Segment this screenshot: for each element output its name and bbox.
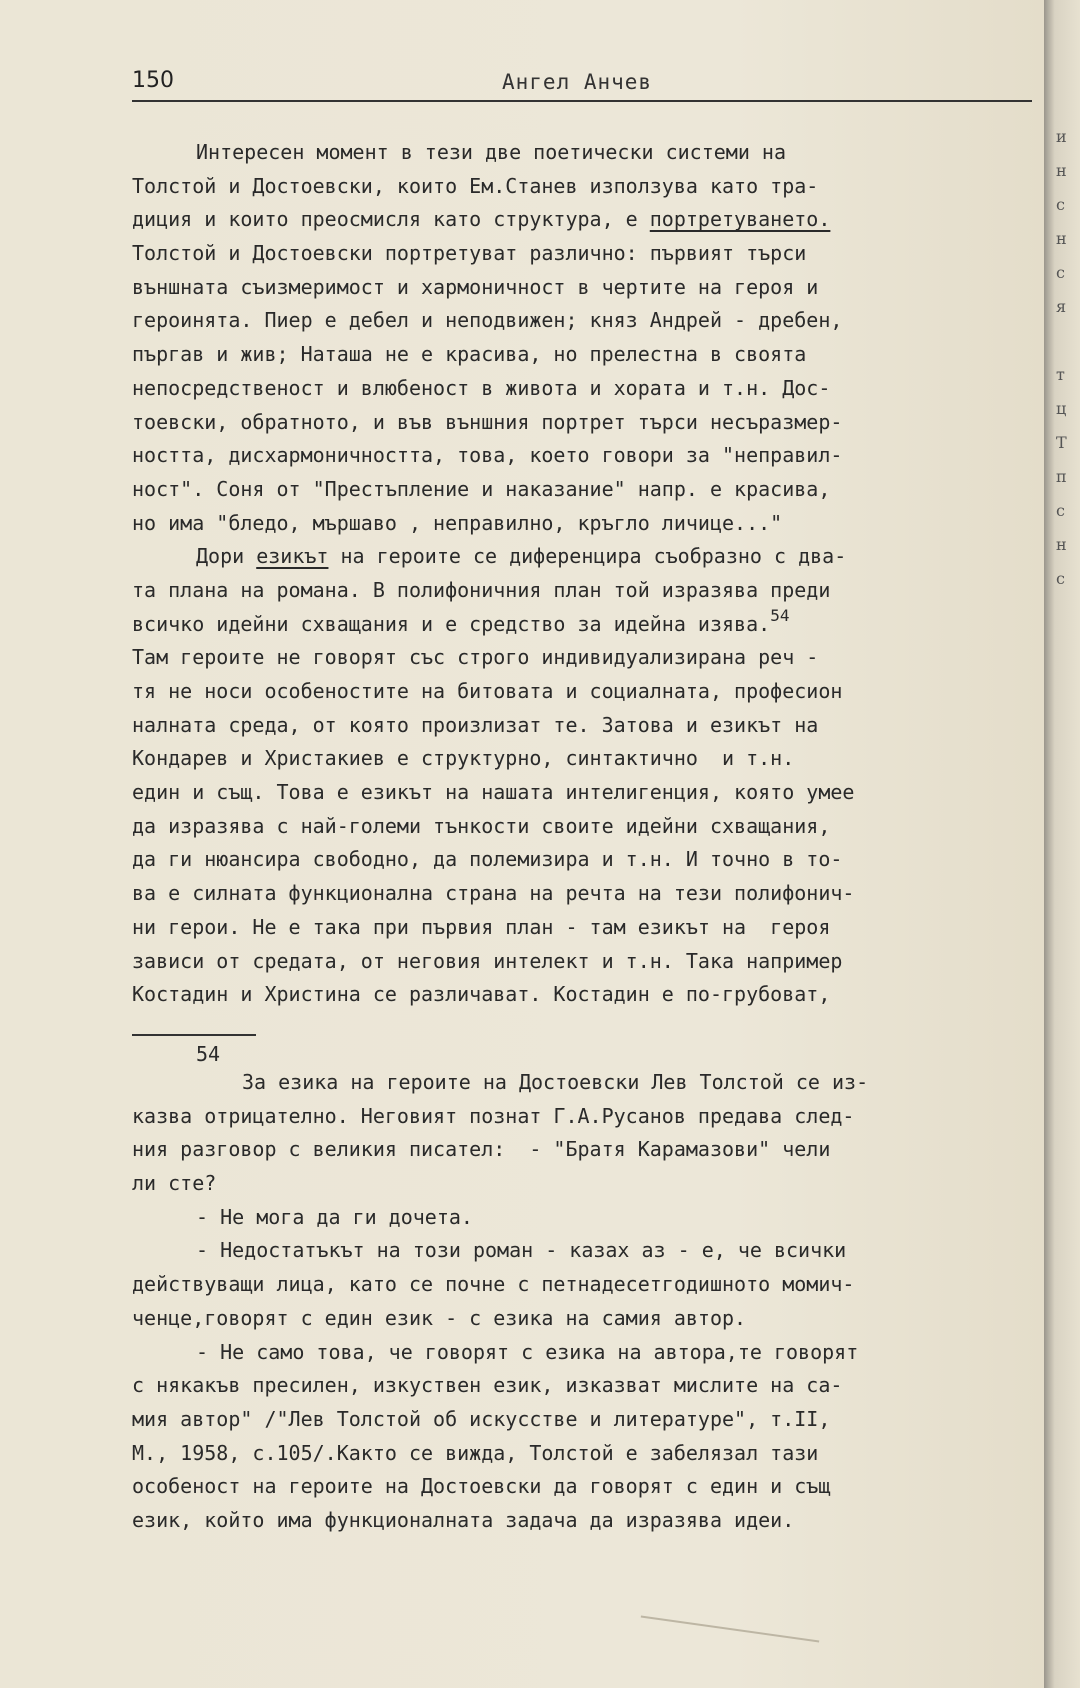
adjacent-page-letter: ц — [1056, 399, 1067, 418]
text-line: Толстой и Достоевски, които Ем.Станев използува като тра- — [132, 173, 819, 198]
text-line: непосредственост и влюбеност в живота и хората и т.н. Дос- — [132, 375, 831, 400]
text-line: героинята. Пиер е дебел и неподвижен; княз Андрей - дребен, — [132, 308, 843, 333]
footnote-line: - Не мога да ги дочета. — [196, 1204, 473, 1229]
footnote-reference: 54 — [770, 607, 790, 625]
text-line: зависи от средата, от неговия интелект и т.н. Така например — [132, 948, 843, 973]
text-line: ни герои. Не е така при първия план - там езикът на героя — [132, 914, 831, 939]
adjacent-page-letter: с — [1056, 569, 1065, 588]
footnote-line: мия автор" /"Лев Толстой об искусстве и литературе", т.II, — [132, 1406, 831, 1431]
text-line: пъргав и жив; Наташа не е красива, но прелестна в своята — [132, 342, 807, 367]
text-line: външната съизмеримост и хармоничност в чертите на героя и — [132, 274, 819, 299]
footnote — [132, 1042, 1042, 1538]
footnote-line: ли сте? — [132, 1171, 217, 1196]
page-header — [132, 64, 1032, 102]
text-line: ва е силната функционална страна на речта на тези полифонич- — [132, 881, 855, 906]
adjacent-page-letter: с — [1056, 501, 1065, 520]
adjacent-page-letter: Т — [1056, 433, 1067, 452]
adjacent-page-letter — [1056, 324, 1067, 358]
text-line: та плана на романа. В полифоничния план той изразява преди — [132, 577, 831, 602]
footnote-line: действуващи лица, като се почне с петнадесетгодишното момич- — [132, 1272, 855, 1297]
text-line — [132, 608, 1042, 642]
underlined-term: езикът — [256, 544, 329, 569]
text-fragment: на героите се диференцира съобразно с два- — [328, 544, 847, 569]
footnote-line: М., 1958, с.105/.Както се вижда, Толстой е забелязал тази — [132, 1440, 819, 1465]
adjacent-page-letter: я — [1056, 297, 1067, 316]
footnote-line: ния разговор с великия писател: - "Братя Карамазови" чели — [132, 1137, 831, 1162]
footnote-line: казва отрицателно. Неговият познат Г.А.Русанов предава след- — [132, 1103, 855, 1128]
page-number: 150 — [132, 68, 174, 93]
text-line: да изразява с най-големи тънкости своите идейни схващания, — [132, 813, 831, 838]
text-line — [132, 540, 1042, 574]
footnote-line: особеност на героите на Достоевски да говорят с един и същ — [132, 1474, 831, 1499]
footnote-line: с някакъв пресилен, изкуствен език, изказват мислите на са- — [132, 1373, 843, 1398]
footnote-divider — [132, 1034, 256, 1036]
text-line: Интересен момент в тези две поетически системи на — [196, 140, 787, 164]
text-line: Кондарев и Христакиев е структурно, синтактично и т.н. — [132, 746, 795, 771]
underlined-term: портретуването. — [649, 207, 831, 232]
footnote-line: ченце,говорят с един език - с езика на самия автор. — [132, 1305, 747, 1330]
text-line: един и същ. Това е езикът на нашата интелигенция, която умее — [132, 780, 855, 805]
text-fragment: всичко идейни схващания и е средство за идейна изява. — [132, 611, 771, 636]
text-line: Там героите не говорят със строго индивидуализирана реч - — [132, 645, 819, 670]
footnote-line: - Недостатъкът на този роман - казах аз - е, че всички — [196, 1238, 847, 1263]
body-text — [132, 136, 1042, 1012]
footnote-line: език, който има функционалната задача да изразява идеи. — [132, 1507, 795, 1532]
text-fragment: Дори — [196, 544, 257, 569]
adjacent-page-letter: п — [1056, 467, 1067, 486]
text-line: ност". Соня от "Престъпление и наказание" напр. е красива, — [132, 476, 831, 501]
footnote-marker: 54 — [196, 1042, 221, 1066]
adjacent-page-letters — [1056, 120, 1067, 596]
text-line: налната среда, от която произлизат те. Затова и езикът на — [132, 712, 819, 737]
adjacent-page-letter: с — [1056, 195, 1065, 214]
text-line: но има "бледо, мършаво , неправилно, кръгло личице..." — [132, 510, 783, 535]
adjacent-page-letter: с — [1056, 263, 1065, 282]
running-title: Ангел Анчев — [502, 70, 653, 94]
text-line — [132, 203, 1042, 237]
text-line: Костадин и Христина се различават. Костадин е по-грубоват, — [132, 982, 831, 1007]
adjacent-page-letter: т — [1056, 365, 1065, 384]
adjacent-page-edge — [1044, 0, 1080, 1688]
text-line: Толстой и Достоевски портретуват различно: първият търси — [132, 241, 807, 266]
adjacent-page-letter: н — [1056, 535, 1067, 554]
text-line: да ги нюансира свободно, да полемизира и т.н. И точно в то- — [132, 847, 843, 872]
adjacent-page-letter: н — [1056, 229, 1067, 248]
text-fragment: диция и които преосмисля като структура, е — [132, 207, 650, 232]
text-line: тоевски, обратното, и във външния портрет търси несъразмер- — [132, 409, 843, 434]
adjacent-page-letter: и — [1056, 127, 1067, 146]
footnote-line: - Не само това, че говорят с езика на автора,те говорят — [196, 1339, 859, 1364]
text-line: ността, дисхармоничността, това, което говори за "неправил- — [132, 443, 843, 468]
footnote-line: За езика на героите на Достоевски Лев Толстой се из- — [242, 1070, 869, 1094]
adjacent-page-letter: н — [1056, 161, 1067, 180]
text-line: тя не носи особеностите на битовата и социалната, професион — [132, 679, 843, 703]
